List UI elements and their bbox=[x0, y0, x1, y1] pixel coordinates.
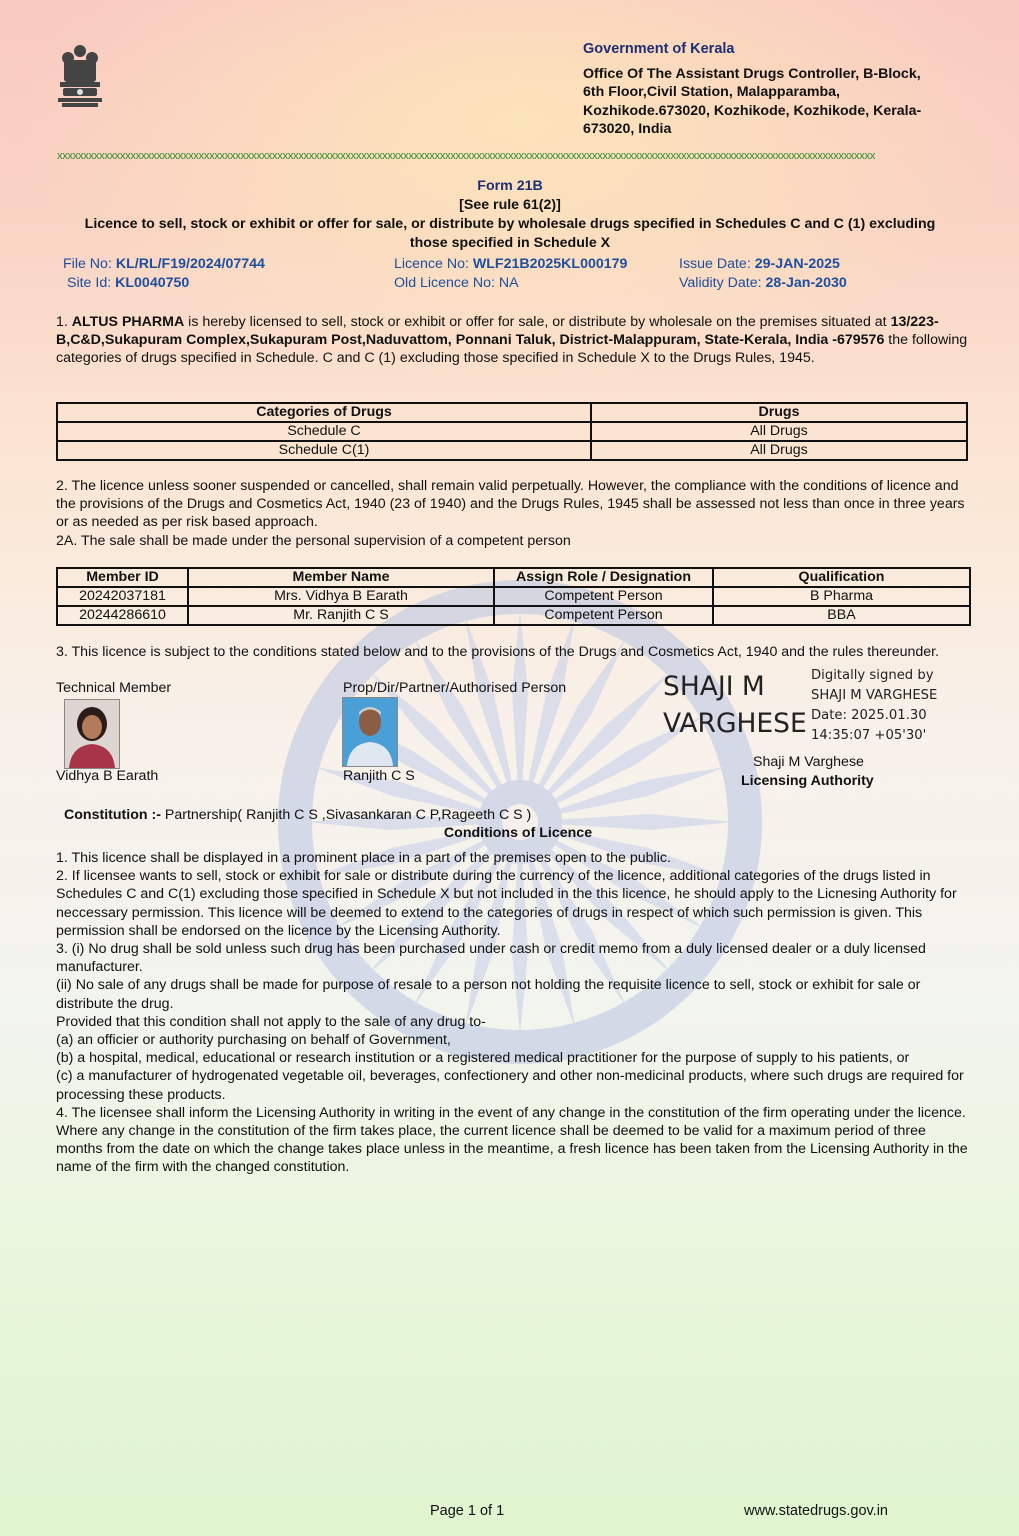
condition-item: 2. If licensee wants to sell, stock or exhibit for sale or distribute during the currency of the licence, additional categories of the drugs listed in Schedules C and C(1) excluding those specified in Schedule X but not included in the this licence, he should apply to the Licnesing Authority for neccessary permission. This licence will be deemed to extend to the categories of drugs in respect of which such permission is given. This permission shall be endorsed on the licence by the Licensing Authority. bbox=[56, 868, 957, 939]
state-emblem-icon bbox=[54, 42, 106, 108]
government-name: Government of Kerala bbox=[583, 41, 735, 57]
condition-item: 4. The licensee shall inform the Licensing Authority in writing in the event of any change in the constitution of the firm operating under the licence. Where any change in the constitution of the firm takes place, the current licence shall be deemed to be valid for a maximum period of three months from the date on which the change takes place unless in the meantime, a fresh licence has been taken from the Licensing Authority in the name of the firm with the changed constitution. bbox=[56, 1104, 968, 1176]
authorised-person-label: Prop/Dir/Partner/Authorised Person bbox=[343, 680, 567, 696]
conditions-list bbox=[56, 849, 971, 1177]
table-cell: Schedule C bbox=[57, 422, 591, 441]
signature-name-large bbox=[663, 668, 807, 742]
clause-1-text: is hereby licensed to sell, stock or exhibit or offer for sale, or distribute by wholesale on the premises situated at bbox=[184, 314, 891, 330]
technical-member-label: Technical Member bbox=[56, 680, 172, 696]
drug-categories-table bbox=[56, 402, 968, 461]
clause-1 bbox=[56, 313, 968, 368]
column-header: Member ID bbox=[57, 568, 188, 587]
table-cell: All Drugs bbox=[591, 441, 967, 460]
table-cell: Competent Person bbox=[494, 606, 713, 625]
office-address-line: 673020, India bbox=[583, 121, 672, 137]
authority-name: Shaji M Varghese bbox=[753, 754, 864, 770]
authorised-person-photo bbox=[342, 697, 398, 767]
table-cell: BBA bbox=[713, 606, 970, 625]
condition-item: Provided that this condition shall not apply to the sale of any drug to- bbox=[56, 1013, 486, 1030]
table-row bbox=[57, 587, 970, 606]
licence-no-value: WLF21B2025KL000179 bbox=[472, 256, 628, 272]
separator-line: xxxxxxxxxxxxxxxxxxxxxxxxxxxxxxxxxxxxxxxxxxxxxxxxxxxxxxxxxxxxxxxxxxxxxxxxxxxxxxxxxxxxxxxxxxxxxxxxxxxxxxxxxxxxxxxxxxxxxxxxxxxxxxxxxxxxxxxxxxxxxxxxxxxxxxxxxxxx bbox=[57, 150, 876, 162]
clause-3: 3. This licence is subject to the conditions stated below and to the provisions of the Drugs and Cosmetics Act, 1940 and the rules thereunder. bbox=[56, 644, 940, 660]
form-name: Form 21B bbox=[477, 178, 543, 194]
issuing-office-header bbox=[583, 40, 983, 139]
office-address-line: Kozhikode.673020, Kozhikode, Kozhikode, Kerala- bbox=[583, 102, 922, 119]
table-cell: Competent Person bbox=[494, 587, 713, 606]
issue-date-label: Issue Date: bbox=[679, 256, 751, 272]
signed-by: SHAJI M VARGHESE bbox=[811, 688, 938, 703]
signature-time: 14:35:07 +05'30' bbox=[811, 728, 927, 743]
condition-item: (a) an officier or authority purchasing on behalf of Government, bbox=[56, 1032, 451, 1049]
clause-1-text: the following categories of drugs specified in Schedule. C and C (1) excluding those specified in Schedule X to the Drugs Rules, 1945. bbox=[56, 332, 968, 367]
site-id-label: Site Id: bbox=[67, 275, 112, 291]
column-header: Categories of Drugs bbox=[57, 403, 591, 422]
constitution-label: Constitution :- bbox=[64, 807, 161, 823]
clause-2a: 2A. The sale shall be made under the personal supervision of a competent person bbox=[56, 533, 571, 549]
clause-1-prefix: 1. bbox=[56, 314, 72, 330]
constitution bbox=[64, 807, 531, 823]
technical-member-name: Vidhya B Earath bbox=[56, 768, 159, 784]
table-cell: Schedule C(1) bbox=[57, 441, 591, 460]
issue-date-value: 29-JAN-2025 bbox=[754, 256, 840, 272]
table-row bbox=[57, 441, 967, 460]
old-licence-value: NA bbox=[498, 275, 519, 291]
digital-signature-details bbox=[811, 666, 937, 746]
office-address-line: 6th Floor,Civil Station, Malapparamba, bbox=[583, 84, 840, 100]
table-cell: 20242037181 bbox=[57, 587, 188, 606]
member-table bbox=[56, 567, 971, 626]
signature-name-line: VARGHESE bbox=[663, 708, 807, 739]
condition-item: (c) a manufacturer of hydrogenated vegetable oil, beverages, confectionery and other non-medicinal products, where such drugs are required for processing these products. bbox=[56, 1068, 964, 1103]
site-id bbox=[67, 275, 189, 291]
table-row bbox=[57, 422, 967, 441]
digitally-signed-label: Digitally signed by bbox=[811, 668, 934, 683]
signature-date: Date: 2025.01.30 bbox=[811, 708, 927, 723]
site-id-value: KL0040750 bbox=[115, 275, 190, 291]
form-title-line: those specified in Schedule X bbox=[409, 235, 611, 251]
office-address-line: Office Of The Assistant Drugs Controller, B-Block, bbox=[583, 65, 921, 82]
file-no-label: File No: bbox=[63, 256, 112, 272]
form-title-line: Licence to sell, stock or exhibit or offer for sale, or distribute by wholesale drugs specified in Schedules C and C (1) excluding bbox=[84, 216, 936, 232]
condition-item: 1. This licence shall be displayed in a prominent place in a part of the premises open to the public. bbox=[56, 850, 671, 866]
website-url: www.statedrugs.gov.in bbox=[744, 1503, 888, 1519]
column-header: Drugs bbox=[591, 403, 967, 422]
table-cell: B Pharma bbox=[713, 587, 970, 606]
table-cell: All Drugs bbox=[591, 422, 967, 441]
technical-member-photo bbox=[64, 699, 120, 769]
office-address bbox=[583, 65, 983, 139]
file-no-value: KL/RL/F19/2024/07744 bbox=[115, 256, 265, 272]
table-header-row bbox=[57, 403, 967, 422]
form-rule: [See rule 61(2)] bbox=[459, 197, 561, 213]
page-number: Page 1 of 1 bbox=[430, 1503, 505, 1519]
table-header-row bbox=[57, 568, 970, 587]
licence-no bbox=[394, 256, 627, 272]
table-cell: Mr. Ranjith C S bbox=[188, 606, 494, 625]
constitution-value: Partnership( Ranjith C S ,Sivasankaran C P,Rageeth C S ) bbox=[160, 807, 532, 823]
form-title-block bbox=[30, 177, 990, 253]
table-cell: 20244286610 bbox=[57, 606, 188, 625]
table-row bbox=[57, 606, 970, 625]
condition-item: 3. (i) No drug shall be sold unless such drug has been purchased under cash or credit memo from a duly licensed dealer or a duly licensed manufacturer. bbox=[56, 941, 926, 976]
column-header: Qualification bbox=[713, 568, 970, 587]
old-licence-label: Old Licence No: bbox=[394, 275, 495, 291]
authorised-person-name: Ranjith C S bbox=[343, 768, 415, 784]
validity-date-value: 28-Jan-2030 bbox=[765, 275, 847, 291]
signature-name-line: SHAJI M bbox=[663, 671, 765, 702]
condition-item: (ii) No sale of any drugs shall be made for purpose of resale to a person not holding the requisite licence to sell, stock or exhibit for sale or distribute the drug. bbox=[56, 977, 921, 1012]
licensee-firm-name: ALTUS PHARMA bbox=[71, 314, 185, 330]
column-header: Assign Role / Designation bbox=[494, 568, 713, 587]
clause-2: 2. The licence unless sooner suspended or cancelled, shall remain valid perpetually. However, the compliance with the conditions of licence and the provisions of the Drugs and Cosmetics Act, 1940 (23 of 1940) and the Drugs Rules, 1945 shall be assessed not less than once in three years or as needed as per risk based approach. bbox=[56, 478, 965, 531]
validity-date bbox=[679, 275, 847, 291]
issue-date bbox=[679, 256, 840, 272]
table-cell: Mrs. Vidhya B Earath bbox=[188, 587, 494, 606]
file-no bbox=[63, 256, 265, 272]
column-header: Member Name bbox=[188, 568, 494, 587]
conditions-title: Conditions of Licence bbox=[443, 825, 593, 841]
condition-item: (b) a hospital, medical, educational or research institution or a registered medical practitioner for the purpose of supply to his patients, or bbox=[56, 1050, 910, 1067]
licence-no-label: Licence No: bbox=[394, 256, 469, 272]
premises-address: 13/223-B,C&D,Sukapuram Complex,Sukapuram Post,Naduvattom, Ponnani Taluk, District-Malappuram, State-Kerala, India -679576 bbox=[56, 314, 939, 349]
authority-title: Licensing Authority bbox=[741, 773, 874, 789]
old-licence-no bbox=[394, 275, 519, 291]
validity-date-label: Validity Date: bbox=[679, 275, 762, 291]
